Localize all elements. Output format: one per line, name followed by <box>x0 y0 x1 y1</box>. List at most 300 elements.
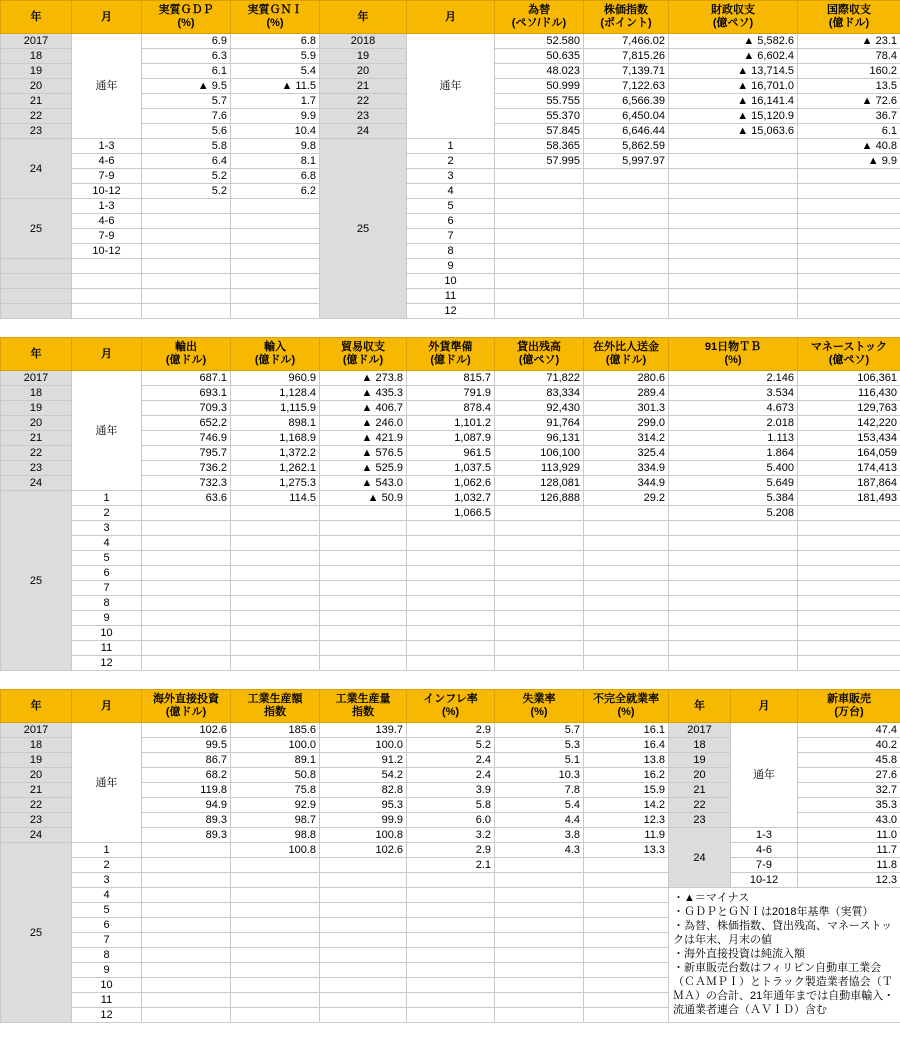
year-cell <box>1 289 72 304</box>
import-value <box>231 626 320 641</box>
export-value <box>142 641 231 656</box>
month-cell: 9 <box>72 611 142 626</box>
gni-value: 10.4 <box>231 124 320 139</box>
fx-value: 48.023 <box>495 64 584 79</box>
reserves-value <box>407 536 495 551</box>
column-header-label: 工業生産量 <box>335 693 391 705</box>
period-cell: 通年 <box>407 34 495 139</box>
bop-value <box>798 274 900 289</box>
unemp-value <box>495 993 584 1008</box>
table-row <box>1 521 900 536</box>
export-value: 693.1 <box>142 386 231 401</box>
remit-value: 289.4 <box>584 386 669 401</box>
table-row <box>1 34 900 49</box>
table-row <box>1 536 900 551</box>
ipq-value: 82.8 <box>320 783 407 798</box>
table-row <box>1 169 900 184</box>
ipq-value: 95.3 <box>320 798 407 813</box>
column-header-label: 月 <box>101 699 112 712</box>
export-value <box>142 506 231 521</box>
remit-value: 301.3 <box>584 401 669 416</box>
ipv-value <box>231 918 320 933</box>
export-value <box>142 656 231 671</box>
loans-value: 71,822 <box>495 371 584 386</box>
trade-value: ▲ 50.9 <box>320 491 407 506</box>
column-header-unit: (億ペソ) <box>518 354 560 366</box>
period-cell <box>72 289 142 304</box>
infl-value <box>407 948 495 963</box>
reserves-value <box>407 626 495 641</box>
fiscal-value: ▲ 13,714.5 <box>669 64 798 79</box>
footnotes <box>669 888 900 1023</box>
column-header-unit: (億ドル) <box>165 706 207 718</box>
stock-value <box>584 274 669 289</box>
loans-value: 126,888 <box>495 491 584 506</box>
year-cell: 22 <box>1 109 72 124</box>
money-value: 142,220 <box>798 416 900 431</box>
column-header-label: 月 <box>445 10 456 23</box>
remit-value <box>584 566 669 581</box>
year-cell: 23 <box>1 813 72 828</box>
gni-value <box>231 199 320 214</box>
quarter-cell: 7-9 <box>72 169 142 184</box>
bop-value <box>798 244 900 259</box>
fiscal-value <box>669 169 798 184</box>
stock-value <box>584 289 669 304</box>
month-cell: 12 <box>72 656 142 671</box>
column-header <box>407 338 495 371</box>
gdp-value: 5.8 <box>142 139 231 154</box>
reserves-value <box>407 521 495 536</box>
tb-value: 5.649 <box>669 476 798 491</box>
column-header <box>231 1 320 34</box>
tb-value: 1.864 <box>669 446 798 461</box>
column-header-unit: (%) <box>266 17 284 29</box>
gni-value: 6.2 <box>231 184 320 199</box>
gdp-value: ▲ 9.5 <box>142 79 231 94</box>
stock-value <box>584 214 669 229</box>
column-header-label: 失業率 <box>522 693 556 705</box>
month-cell: 10 <box>72 626 142 641</box>
ipq-value <box>320 933 407 948</box>
ipq-value <box>320 873 407 888</box>
remit-value <box>584 626 669 641</box>
money-value: 181,493 <box>798 491 900 506</box>
ipq-value <box>320 888 407 903</box>
import-value: 960.9 <box>231 371 320 386</box>
bop-value: ▲ 72.6 <box>798 94 900 109</box>
gdp-value: 6.3 <box>142 49 231 64</box>
infl-value <box>407 918 495 933</box>
import-value <box>231 611 320 626</box>
fx-value: 55.370 <box>495 109 584 124</box>
under-value: 15.9 <box>584 783 669 798</box>
fx-value: 50.999 <box>495 79 584 94</box>
tb-value: 5.400 <box>669 461 798 476</box>
export-value <box>142 596 231 611</box>
fiscal-value: ▲ 16,141.4 <box>669 94 798 109</box>
ipq-value: 102.6 <box>320 843 407 858</box>
fiscal-value <box>669 289 798 304</box>
trade-value: ▲ 435.3 <box>320 386 407 401</box>
reserves-value <box>407 656 495 671</box>
table-row <box>1 371 900 386</box>
ipq-value: 100.0 <box>320 738 407 753</box>
car-sales-value: 45.8 <box>798 753 900 768</box>
table-row <box>1 611 900 626</box>
ipv-value: 100.0 <box>231 738 320 753</box>
import-value: 1,262.1 <box>231 461 320 476</box>
export-value <box>142 521 231 536</box>
gni-value: 8.1 <box>231 154 320 169</box>
fdi-value: 89.3 <box>142 828 231 843</box>
column-header-unit: (億ドル) <box>165 354 207 366</box>
unemp-value <box>495 858 584 873</box>
fdi-value <box>142 1008 231 1023</box>
column-header-unit: (%) <box>530 706 548 718</box>
bop-value: 6.1 <box>798 124 900 139</box>
trade-value <box>320 611 407 626</box>
under-value: 14.2 <box>584 798 669 813</box>
year-cell: 19 <box>320 49 407 64</box>
table-row <box>1 596 900 611</box>
bop-value <box>798 229 900 244</box>
tb-value <box>669 551 798 566</box>
fdi-value <box>142 963 231 978</box>
ipv-value <box>231 1008 320 1023</box>
tb-value <box>669 521 798 536</box>
table-row <box>1 184 900 199</box>
footnote-line: ・新車販売台数はフィリピン自動車工業会（ＣＡＭＰＩ）とトラック製造業者協会（ＴＭＡ）の合計、21年通年までは自動車輸入・流通業者連合（ＡＶＩＤ）含む <box>673 962 895 1016</box>
column-header-unit: (%) <box>177 17 195 29</box>
gdp-value: 5.6 <box>142 124 231 139</box>
money-value <box>798 656 900 671</box>
year-cell: 24 <box>1 139 72 199</box>
ipv-value <box>231 873 320 888</box>
under-value <box>584 948 669 963</box>
year-cell: 23 <box>320 109 407 124</box>
tb-value: 2.146 <box>669 371 798 386</box>
stock-value: 7,815.26 <box>584 49 669 64</box>
quarter-cell: 1-3 <box>72 199 142 214</box>
ipv-value: 98.8 <box>231 828 320 843</box>
tb-value <box>669 611 798 626</box>
table-row <box>1 154 900 169</box>
year-cell: 18 <box>1 386 72 401</box>
gni-value: 9.8 <box>231 139 320 154</box>
column-header-unit: (%) <box>724 354 742 366</box>
year-cell: 18 <box>669 738 731 753</box>
gni-value <box>231 304 320 319</box>
ipv-value: 75.8 <box>231 783 320 798</box>
ipv-value: 98.7 <box>231 813 320 828</box>
under-value: 11.9 <box>584 828 669 843</box>
under-value <box>584 858 669 873</box>
export-value <box>142 536 231 551</box>
column-header <box>320 690 407 723</box>
unemp-value: 5.1 <box>495 753 584 768</box>
fiscal-value: ▲ 6,602.4 <box>669 49 798 64</box>
reserves-value: 1,062.6 <box>407 476 495 491</box>
remit-value <box>584 581 669 596</box>
ipv-value: 185.6 <box>231 723 320 738</box>
ipq-value: 54.2 <box>320 768 407 783</box>
column-header-label: 不完全就業率 <box>593 693 659 705</box>
year-cell: 22 <box>669 798 731 813</box>
stock-value: 5,862.59 <box>584 139 669 154</box>
fx-value: 52.580 <box>495 34 584 49</box>
year-cell: 19 <box>1 753 72 768</box>
column-header <box>72 338 142 371</box>
money-value <box>798 596 900 611</box>
month-cell: 7 <box>72 581 142 596</box>
year-cell: 22 <box>1 446 72 461</box>
export-value <box>142 551 231 566</box>
fdi-value <box>142 918 231 933</box>
fdi-value <box>142 978 231 993</box>
infl-value: 2.4 <box>407 768 495 783</box>
column-header-label: 工業生産額 <box>247 693 303 705</box>
under-value: 13.3 <box>584 843 669 858</box>
quarter-cell: 1-3 <box>731 828 798 843</box>
column-header <box>142 690 231 723</box>
month-cell: 11 <box>72 993 142 1008</box>
export-value <box>142 581 231 596</box>
economic-table-section2 <box>0 337 900 671</box>
fx-value <box>495 304 584 319</box>
fiscal-value <box>669 214 798 229</box>
column-header-unit: (億ドル) <box>254 354 296 366</box>
quarter-cell: 4-6 <box>731 843 798 858</box>
remit-value <box>584 656 669 671</box>
column-header-unit: (%) <box>617 706 635 718</box>
year-cell: 20 <box>1 768 72 783</box>
column-header-unit: (億ドル) <box>430 354 471 366</box>
money-value <box>798 581 900 596</box>
infl-value <box>407 993 495 1008</box>
column-header-label: 輸入 <box>264 341 286 353</box>
fiscal-value <box>669 184 798 199</box>
loans-value <box>495 581 584 596</box>
trade-value: ▲ 273.8 <box>320 371 407 386</box>
reserves-value <box>407 566 495 581</box>
column-header-unit: (ポイント) <box>600 17 652 29</box>
month-cell: 9 <box>407 259 495 274</box>
year-cell: 2017 <box>1 34 72 49</box>
loans-value <box>495 656 584 671</box>
table-row <box>1 626 900 641</box>
bop-value: ▲ 40.8 <box>798 139 900 154</box>
gdp-value: 5.2 <box>142 184 231 199</box>
import-value <box>231 656 320 671</box>
bop-value <box>798 259 900 274</box>
year-cell <box>1 274 72 289</box>
year-cell: 19 <box>669 753 731 768</box>
bop-value <box>798 289 900 304</box>
infl-value: 6.0 <box>407 813 495 828</box>
trade-value: ▲ 525.9 <box>320 461 407 476</box>
month-cell: 1 <box>72 491 142 506</box>
quarter-cell: 7-9 <box>72 229 142 244</box>
month-cell: 2 <box>72 506 142 521</box>
money-value: 164,059 <box>798 446 900 461</box>
year-cell: 21 <box>320 79 407 94</box>
table-row <box>1 888 900 903</box>
column-header <box>798 1 900 34</box>
money-value: 153,434 <box>798 431 900 446</box>
infl-value: 2.4 <box>407 753 495 768</box>
column-header <box>798 690 900 723</box>
ipv-value <box>231 978 320 993</box>
loans-value <box>495 551 584 566</box>
column-header-label: マネーストック <box>810 341 888 353</box>
table-row <box>1 566 900 581</box>
fx-value <box>495 199 584 214</box>
gni-value: 1.7 <box>231 94 320 109</box>
infl-value <box>407 903 495 918</box>
quarter-cell: 10-12 <box>731 873 798 888</box>
money-value: 116,430 <box>798 386 900 401</box>
fdi-value <box>142 888 231 903</box>
year-cell: 2018 <box>320 34 407 49</box>
trade-value: ▲ 406.7 <box>320 401 407 416</box>
loans-value <box>495 506 584 521</box>
gdp-value <box>142 244 231 259</box>
unemp-value <box>495 1008 584 1023</box>
fdi-value: 102.6 <box>142 723 231 738</box>
column-header-label: 実質ＧＮＩ <box>247 4 303 16</box>
stock-value <box>584 244 669 259</box>
year-cell: 21 <box>1 783 72 798</box>
loans-value: 96,131 <box>495 431 584 446</box>
fdi-value <box>142 903 231 918</box>
under-value <box>584 978 669 993</box>
column-header <box>72 1 142 34</box>
fiscal-value <box>669 274 798 289</box>
column-header <box>72 690 142 723</box>
year-cell: 22 <box>1 798 72 813</box>
export-value: 63.6 <box>142 491 231 506</box>
trade-value <box>320 626 407 641</box>
column-header <box>584 1 669 34</box>
year-cell: 24 <box>320 124 407 139</box>
remit-value: 280.6 <box>584 371 669 386</box>
money-value <box>798 506 900 521</box>
column-header-label: 新車販売 <box>827 693 871 705</box>
fdi-value: 86.7 <box>142 753 231 768</box>
car-sales-value: 12.3 <box>798 873 900 888</box>
money-value: 187,864 <box>798 476 900 491</box>
column-header <box>669 690 731 723</box>
infl-value <box>407 978 495 993</box>
column-header-unit: (億ドル) <box>342 354 384 366</box>
remit-value: 325.4 <box>584 446 669 461</box>
unemp-value: 4.3 <box>495 843 584 858</box>
month-cell: 11 <box>407 289 495 304</box>
unemp-value <box>495 888 584 903</box>
stock-value <box>584 199 669 214</box>
bop-value <box>798 169 900 184</box>
fiscal-value <box>669 199 798 214</box>
year-cell: 21 <box>1 431 72 446</box>
fx-value <box>495 169 584 184</box>
column-header-unit: (万台) <box>834 706 864 718</box>
import-value <box>231 506 320 521</box>
remit-value <box>584 506 669 521</box>
ipv-value: 50.8 <box>231 768 320 783</box>
fx-value <box>495 259 584 274</box>
period-cell <box>72 304 142 319</box>
column-header <box>731 690 798 723</box>
import-value: 1,275.3 <box>231 476 320 491</box>
table-row <box>1 274 900 289</box>
gni-value <box>231 244 320 259</box>
remit-value <box>584 551 669 566</box>
fiscal-value <box>669 259 798 274</box>
column-header <box>142 1 231 34</box>
column-header-label: 年 <box>30 347 42 360</box>
year-cell: 18 <box>1 49 72 64</box>
gdp-value <box>142 214 231 229</box>
table-row <box>1 551 900 566</box>
stock-value: 7,466.02 <box>584 34 669 49</box>
bop-value: 36.7 <box>798 109 900 124</box>
year-cell: 2017 <box>1 371 72 386</box>
column-header <box>320 1 407 34</box>
column-header-label: 国際収支 <box>827 4 871 16</box>
trade-value: ▲ 576.5 <box>320 446 407 461</box>
period-cell <box>72 274 142 289</box>
ipq-value <box>320 978 407 993</box>
import-value: 1,372.2 <box>231 446 320 461</box>
under-value: 12.3 <box>584 813 669 828</box>
fiscal-value <box>669 139 798 154</box>
export-value: 795.7 <box>142 446 231 461</box>
reserves-value: 815.7 <box>407 371 495 386</box>
unemp-value: 3.8 <box>495 828 584 843</box>
column-header-label: 海外直接投資 <box>153 693 219 705</box>
column-header <box>495 1 584 34</box>
export-value <box>142 566 231 581</box>
export-value: 709.3 <box>142 401 231 416</box>
month-cell: 1 <box>72 843 142 858</box>
column-header-unit: 指数 <box>264 706 286 718</box>
reserves-value <box>407 641 495 656</box>
under-value: 16.1 <box>584 723 669 738</box>
ipv-value <box>231 888 320 903</box>
year-cell: 2017 <box>669 723 731 738</box>
gni-value: 5.9 <box>231 49 320 64</box>
gni-value: 6.8 <box>231 34 320 49</box>
loans-value <box>495 566 584 581</box>
table-row <box>1 858 900 873</box>
gdp-value <box>142 199 231 214</box>
column-header-label: 月 <box>758 699 770 712</box>
column-header <box>584 690 669 723</box>
table-row <box>1 214 900 229</box>
car-sales-value: 40.2 <box>798 738 900 753</box>
bop-value: ▲ 23.1 <box>798 34 900 49</box>
table-row <box>1 244 900 259</box>
table-row <box>1 723 900 738</box>
infl-value <box>407 873 495 888</box>
ipq-value: 100.8 <box>320 828 407 843</box>
ipv-value <box>231 903 320 918</box>
table-row <box>1 581 900 596</box>
column-header-unit: (億ペソ) <box>828 354 870 366</box>
remit-value <box>584 641 669 656</box>
ipq-value: 99.9 <box>320 813 407 828</box>
